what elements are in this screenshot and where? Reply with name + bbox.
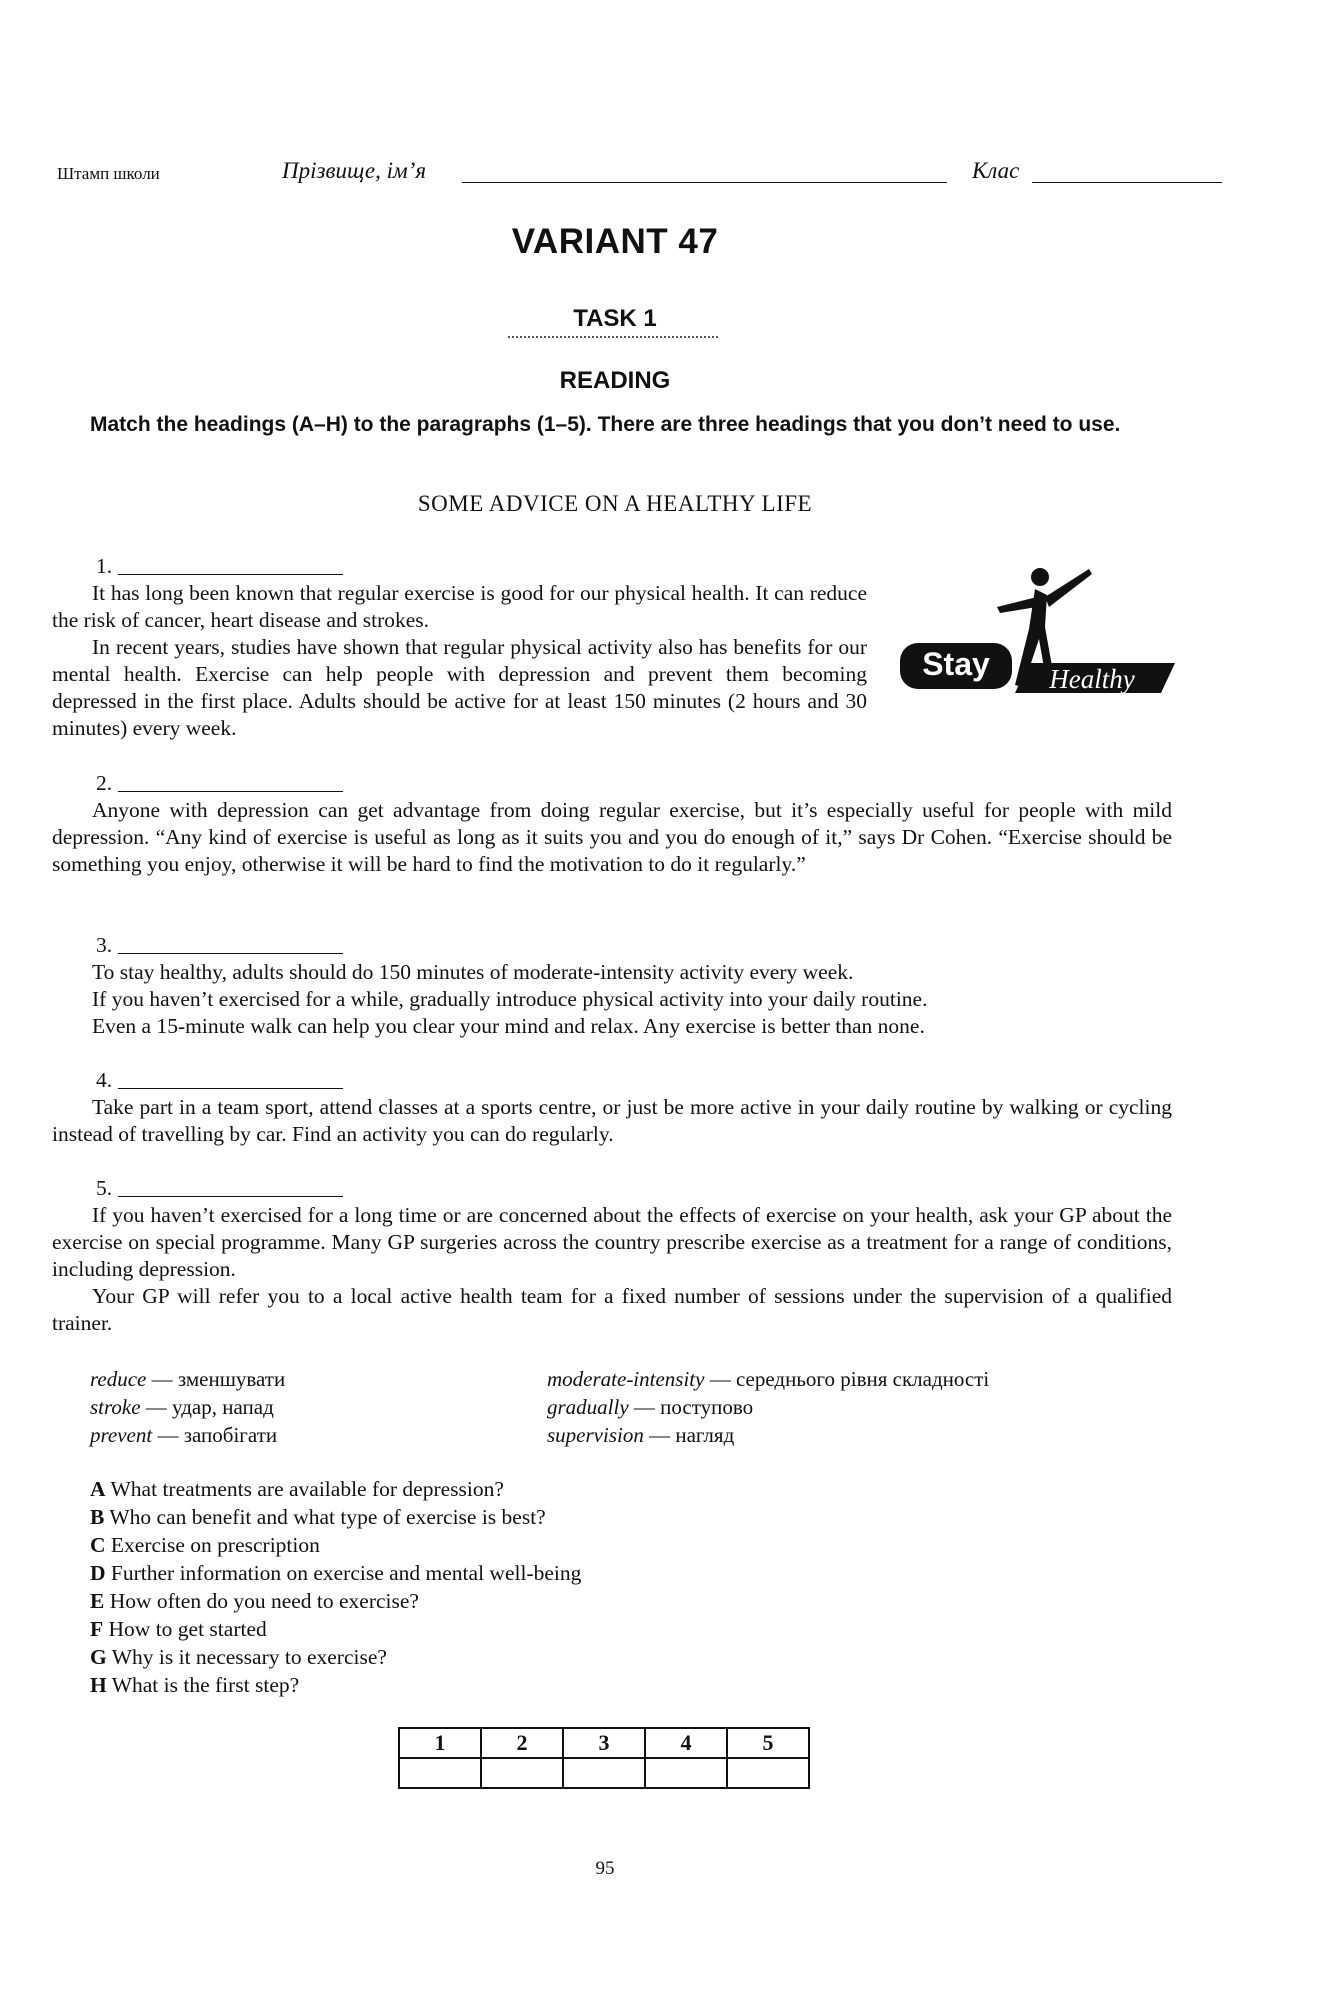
- glossary-entry: [90, 1421, 285, 1449]
- student-header: [57, 158, 1167, 188]
- glossary-word: moderate-intensity: [547, 1367, 705, 1391]
- heading-option-b: [90, 1503, 990, 1531]
- heading-option-e: [90, 1587, 990, 1615]
- option-letter: H: [90, 1673, 107, 1697]
- paragraph-1: [52, 553, 867, 742]
- answer-column-header: 3: [563, 1728, 645, 1758]
- heading-answer-blank[interactable]: [118, 574, 343, 575]
- class-label: Клас: [972, 158, 1020, 183]
- option-text: Exercise on prescription: [105, 1533, 320, 1557]
- glossary-entry: [90, 1365, 285, 1393]
- answer-cell-2[interactable]: [481, 1758, 563, 1788]
- glossary-entry: [547, 1365, 989, 1393]
- glossary-word: prevent: [90, 1423, 153, 1447]
- option-text: What is the first step?: [106, 1673, 300, 1697]
- task-title: TASK 1: [573, 305, 657, 332]
- option-letter: F: [90, 1617, 104, 1641]
- variant-title: VARIANT 47: [511, 222, 719, 261]
- glossary-translation: — нагляд: [643, 1423, 735, 1447]
- option-text: How to get started: [103, 1617, 267, 1641]
- heading-option-f: [90, 1615, 990, 1643]
- glossary-translation: — запобігати: [152, 1423, 278, 1447]
- option-letter: D: [90, 1561, 106, 1585]
- glossary-word: supervision: [547, 1423, 644, 1447]
- paragraph-text: It has long been known that regular exercise is good for our physical health. It can reduce the risk of cancer, heart disease and strokes.: [52, 581, 867, 632]
- answer-cell-5[interactable]: [727, 1758, 809, 1788]
- heading-option-g: [90, 1643, 990, 1671]
- glossary-translation: — середнього рівня складності: [704, 1367, 990, 1391]
- name-field[interactable]: [462, 182, 947, 183]
- option-letter: C: [90, 1533, 106, 1557]
- option-text: Further information on exercise and mental well-being: [105, 1561, 582, 1585]
- answer-cell-4[interactable]: [645, 1758, 727, 1788]
- paragraph-text: If you haven’t exercised for a while, gradually introduce physical activity into your daily routine.: [92, 987, 928, 1011]
- heading-options: [90, 1475, 990, 1699]
- answer-column-header: 4: [645, 1728, 727, 1758]
- heading-answer-blank[interactable]: [118, 1088, 343, 1089]
- glossary-column-left: [90, 1365, 285, 1449]
- paragraph-number: 2.: [96, 771, 113, 795]
- heading-option-h: [90, 1671, 990, 1699]
- page-number: 95: [595, 1858, 615, 1879]
- heading-option-d: [90, 1559, 990, 1587]
- option-text: What treatments are available for depression?: [105, 1477, 504, 1501]
- paragraph-4: [52, 1067, 1172, 1148]
- glossary-entry: [547, 1421, 989, 1449]
- glossary-entry: [547, 1393, 989, 1421]
- paragraph-number: 5.: [96, 1176, 113, 1200]
- paragraph-text: To stay healthy, adults should do 150 minutes of moderate-intensity activity every week.: [92, 960, 854, 984]
- option-letter: A: [90, 1477, 106, 1501]
- school-stamp-label: Штамп школи: [57, 164, 160, 183]
- task-underline: [508, 336, 718, 342]
- paragraph-number: 3.: [96, 933, 113, 957]
- heading-option-a: [90, 1475, 990, 1503]
- glossary-word: reduce: [90, 1367, 147, 1391]
- glossary-entry: [90, 1393, 285, 1421]
- glossary-translation: — поступово: [628, 1395, 754, 1419]
- paragraph-text: In recent years, studies have shown that regular physical activity also has benefits for our mental health. Exercise can help people with depression and prevent them becoming depressed in the first place. Adults should be active for at least 150 minutes (2 hours and 30 minutes) every week.: [52, 635, 867, 740]
- stay-healthy-logo: [897, 567, 1177, 723]
- name-label: Прізвище, ім’я: [282, 158, 427, 183]
- paragraph-number: 1.: [96, 554, 113, 578]
- article-title: SOME ADVICE ON A HEALTHY LIFE: [417, 491, 813, 516]
- glossary-word: gradually: [547, 1395, 629, 1419]
- answer-column-header: 5: [727, 1728, 809, 1758]
- logo-word-stay: Stay: [922, 646, 990, 682]
- option-text: Why is it necessary to exercise?: [106, 1645, 387, 1669]
- paragraph-text: Even a 15-minute walk can help you clear your mind and relax. Any exercise is better than none.: [92, 1014, 925, 1038]
- heading-option-c: [90, 1531, 990, 1559]
- answer-column-header: 2: [481, 1728, 563, 1758]
- paragraph-number: 4.: [96, 1068, 113, 1092]
- paragraph-text: Take part in a team sport, attend classes at a sports centre, or just be more active in your daily routine by walking or cycling instead of travelling by car. Find an activity you can do regularly.: [52, 1095, 1172, 1146]
- paragraph-3: [52, 932, 1172, 1040]
- answer-cell-3[interactable]: [563, 1758, 645, 1788]
- option-text: How often do you need to exercise?: [104, 1589, 419, 1613]
- class-field[interactable]: [1032, 182, 1222, 183]
- option-text: Who can benefit and what type of exercise is best?: [104, 1505, 546, 1529]
- paragraph-text: Anyone with depression can get advantage from doing regular exercise, but it’s especially useful for people with mild depression. “Any kind of exercise is useful as long as it suits you and you do enough of it,” says Dr Cohen. “Exercise should be something you enjoy, otherwise it will be hard to find the motivation to do it regularly.”: [52, 798, 1172, 876]
- paragraph-5: [52, 1175, 1172, 1337]
- answer-column-header: 1: [399, 1728, 481, 1758]
- answer-table-input-row: [399, 1758, 809, 1788]
- paragraph-text: Your GP will refer you to a local active health team for a fixed number of sessions under the supervision of a qualified trainer.: [52, 1284, 1172, 1335]
- option-letter: E: [90, 1589, 105, 1613]
- glossary-translation: — зменшувати: [146, 1367, 286, 1391]
- option-letter: B: [90, 1505, 105, 1529]
- option-letter: G: [90, 1645, 107, 1669]
- task-instruction: Match the headings (A–H) to the paragraphs (1–5). There are three headings that you don’t need to use.: [90, 413, 1121, 436]
- section-title: READING: [559, 367, 671, 394]
- answer-table: [398, 1727, 810, 1789]
- logo-word-healthy: Healthy: [1049, 664, 1135, 694]
- paragraph-2: [52, 770, 1172, 878]
- heading-answer-blank[interactable]: [118, 1196, 343, 1197]
- heading-answer-blank[interactable]: [118, 953, 343, 954]
- heading-answer-blank[interactable]: [118, 791, 343, 792]
- glossary-translation: — удар, напад: [140, 1395, 274, 1419]
- glossary-word: stroke: [90, 1395, 141, 1419]
- answer-cell-1[interactable]: [399, 1758, 481, 1788]
- paragraph-text: If you haven’t exercised for a long time or are concerned about the effects of exercise on your health, ask your GP about the exercise on special programme. Many GP surgeries across the country prescribe exercise as a treatment for a range of conditions, including depression.: [52, 1203, 1172, 1281]
- answer-table-header-row: [399, 1728, 809, 1758]
- glossary-column-right: [547, 1365, 989, 1449]
